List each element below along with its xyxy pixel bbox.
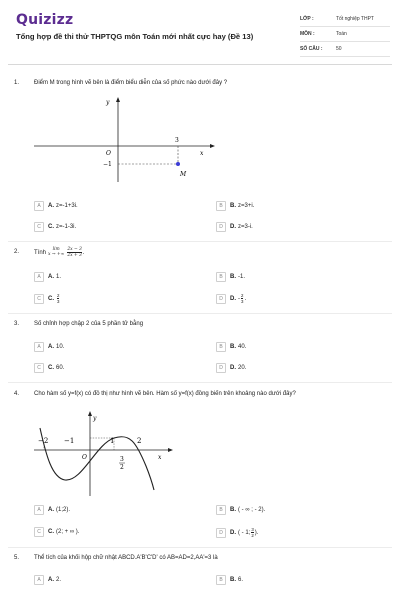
option-c[interactable]: [34, 527, 79, 537]
question-text: Thể tích của khối hộp chữ nhật ABCD.A'B'C'D' có AB=AD=2,AA'=3 là: [34, 555, 218, 561]
option-d[interactable]: [216, 293, 246, 304]
axis-x-label: x: [200, 150, 204, 157]
question-number: 3.: [14, 321, 20, 327]
fraction-numerator: 2x − 3: [67, 247, 82, 252]
tick-label-minus1: −1: [64, 437, 75, 445]
option-label: A.: [48, 344, 54, 350]
tick-label-minus1: −1: [103, 161, 112, 168]
option-letter-box: B: [216, 342, 226, 352]
option-letter-box: B: [216, 201, 226, 211]
option-text: (1;2).: [56, 507, 71, 513]
tick-label-2: 2: [137, 437, 142, 445]
question-number: 4.: [14, 391, 20, 397]
question-divider: [8, 241, 392, 242]
option-fraction: [241, 293, 243, 304]
option-b[interactable]: [216, 201, 254, 211]
complex-plane-figure: [30, 94, 220, 184]
option-label: D.: [230, 224, 236, 230]
fraction-denominator: 2: [251, 533, 254, 538]
option-text-prefix: ( - 1;: [238, 529, 251, 536]
option-a[interactable]: [34, 201, 78, 211]
option-letter-box: B: [216, 272, 226, 282]
option-letter-box: A: [34, 272, 44, 282]
question-divider: [8, 313, 392, 314]
tick-label-3: 3: [175, 137, 179, 144]
fraction-denominator: 3: [241, 299, 244, 304]
option-letter-box: C: [34, 527, 44, 537]
option-letter-box: C: [34, 222, 44, 232]
option-letter-box: A: [34, 575, 44, 585]
option-label: D.: [230, 529, 236, 536]
limit-subscript: x → +∞: [48, 251, 65, 257]
option-label: B.: [230, 577, 236, 583]
option-label: C.: [48, 295, 54, 302]
option-letter-box: B: [216, 505, 226, 515]
origin-label: O: [106, 150, 111, 157]
option-text: 10.: [56, 344, 65, 350]
worksheet-header: [0, 0, 400, 62]
tick-label-minus2: −2: [38, 437, 49, 445]
option-letter-box: C: [34, 294, 44, 304]
question-divider: [8, 547, 392, 548]
meta-key: LỚP :: [300, 16, 314, 22]
option-label: C.: [48, 224, 54, 230]
limit-operator: lim: [52, 247, 60, 252]
option-label: A.: [48, 577, 54, 583]
option-text-prefix: -: [238, 295, 240, 302]
option-b[interactable]: [216, 575, 243, 585]
option-label: A.: [48, 203, 54, 209]
option-text: (2; + ∞ ).: [56, 529, 80, 535]
option-d[interactable]: [216, 222, 253, 232]
fraction-denominator: 3: [57, 299, 60, 304]
meta-value: 50: [336, 46, 342, 52]
option-d[interactable]: [216, 363, 246, 373]
option-label: B.: [230, 203, 236, 209]
option-letter-box: D: [216, 363, 226, 373]
meta-row-class: [300, 12, 390, 27]
axis-y-label: y: [106, 99, 110, 106]
question-text-prefix: Tính: [34, 249, 47, 256]
limit-expression: [48, 248, 64, 257]
option-text-suffix: ).: [254, 529, 259, 536]
question-number: 1.: [14, 80, 20, 86]
question-number: 5.: [14, 555, 20, 561]
meta-key: SỐ CÂU :: [300, 46, 323, 52]
fraction-numerator: 2: [57, 293, 60, 298]
option-b[interactable]: [216, 505, 265, 515]
option-text: z=3+i.: [238, 203, 255, 209]
point-m-label: M: [180, 171, 187, 178]
limit-fraction: [67, 247, 82, 258]
option-fraction: [251, 527, 253, 538]
question-divider: [8, 382, 392, 383]
option-letter-box: B: [216, 575, 226, 585]
meta-value: Toán: [336, 31, 347, 37]
worksheet-title: Tổng hợp đề thi thử THPTQG môn Toán mới nhất cực hay (Đề 13): [16, 32, 254, 41]
option-label: B.: [230, 507, 236, 513]
option-label: B.: [230, 274, 236, 280]
option-c[interactable]: [34, 222, 76, 232]
option-text: 60.: [56, 365, 65, 371]
option-label: A.: [48, 507, 54, 513]
question-number: 2.: [14, 249, 20, 255]
option-letter-box: A: [34, 201, 44, 211]
header-divider: [8, 64, 392, 65]
tick-label-3-over-2-num: 3: [120, 456, 124, 463]
option-fraction: [57, 293, 59, 304]
option-text: z=-1+3i.: [56, 203, 78, 209]
question-text: [34, 247, 384, 258]
fraction-numerator: 3: [251, 527, 254, 532]
option-letter-box: D: [216, 222, 226, 232]
fraction-denominator: 2x + 3: [67, 253, 82, 258]
axis-y-label: y: [93, 415, 97, 422]
option-text: -1.: [238, 274, 246, 280]
option-label: C.: [48, 365, 54, 371]
option-a[interactable]: [34, 505, 70, 515]
meta-row-subject: [300, 27, 390, 42]
option-label: C.: [48, 529, 54, 535]
option-label: A.: [48, 274, 54, 280]
option-letter-box: C: [34, 363, 44, 373]
question-text: Điểm M trong hình vẽ bên là điểm biểu diễn của số phức nào dưới đây ?: [34, 80, 228, 86]
option-letter-box: D: [216, 294, 226, 304]
question-text: Cho hàm số y=f(x) có đồ thị như hình vẽ bên. Hàm số y=f(x) đồng biến trên khoảng nào dưới đây?: [34, 391, 296, 397]
option-b[interactable]: [216, 342, 246, 352]
option-a[interactable]: [34, 575, 61, 585]
option-c[interactable]: [34, 293, 60, 304]
option-label: B.: [230, 344, 236, 350]
option-text: z=-1-3i.: [56, 224, 77, 230]
meta-row-count: [300, 42, 390, 57]
question-text-suffix: .: [82, 249, 85, 256]
option-text: z=3-i.: [238, 224, 253, 230]
question-text: Số chỉnh hợp chập 2 của 5 phần tử bằng: [34, 321, 144, 327]
tick-label-1: 1: [110, 437, 115, 445]
option-text: 40.: [238, 344, 247, 350]
quizizz-logo: Quizizz: [16, 12, 74, 28]
option-text: 1.: [56, 274, 62, 280]
option-b[interactable]: [216, 272, 245, 282]
function-graph-figure: [30, 410, 175, 496]
option-a[interactable]: [34, 272, 61, 282]
option-letter-box: A: [34, 505, 44, 515]
option-c[interactable]: [34, 363, 64, 373]
origin-label: O: [82, 454, 87, 461]
meta-value: Tốt nghiệp THPT: [336, 16, 374, 22]
option-d[interactable]: [216, 527, 258, 538]
option-label: D.: [230, 295, 236, 302]
fraction-numerator: 2: [241, 293, 244, 298]
option-letter-box: D: [216, 528, 226, 538]
axis-x-label: x: [158, 454, 162, 461]
option-text-suffix: .: [244, 295, 247, 302]
option-text: 2.: [56, 577, 62, 583]
option-text: 6.: [238, 577, 244, 583]
meta-key: MÔN :: [300, 31, 315, 37]
worksheet-meta: [300, 12, 390, 57]
option-a[interactable]: [34, 342, 64, 352]
tick-label-3-over-2-den: 2: [120, 464, 124, 471]
option-text: 20.: [238, 365, 247, 371]
option-letter-box: A: [34, 342, 44, 352]
option-label: D.: [230, 365, 236, 371]
option-text: ( - ∞ ; - 2).: [238, 507, 266, 513]
